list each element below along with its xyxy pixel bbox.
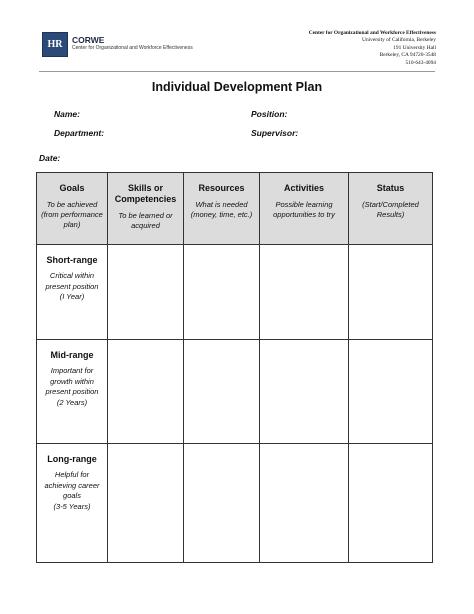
column-subtitle: What is needed (money, time, etc.) [190, 200, 253, 219]
address-block [309, 30, 436, 67]
skills-cell[interactable] [108, 245, 184, 340]
row-header-short-range [37, 245, 108, 340]
status-cell[interactable] [349, 245, 433, 340]
resources-cell[interactable] [184, 444, 260, 563]
table-row-short-range [37, 245, 433, 340]
supervisor-field-label: Supervisor: [251, 128, 299, 138]
column-header-resources [184, 173, 260, 245]
address-city: Berkeley, CA 94720-3548 [379, 52, 436, 59]
row-period: (3-5 Years) [53, 501, 91, 511]
row-description: Critical within present position [45, 271, 99, 291]
activities-cell[interactable] [260, 444, 349, 563]
row-description: Important for growth within present position [45, 366, 99, 396]
date-field-label: Date: [39, 153, 61, 163]
status-cell[interactable] [349, 340, 433, 444]
row-period: (2 Years) [56, 397, 88, 407]
row-title: Long-range [47, 454, 97, 464]
table-row-long-range [37, 444, 433, 563]
row-period: (I Year) [59, 292, 85, 301]
column-title: Status [376, 183, 405, 193]
activities-cell[interactable] [260, 245, 349, 340]
position-field-label: Position: [251, 109, 288, 119]
table-row-mid-range [37, 340, 433, 444]
activities-cell[interactable] [260, 340, 349, 444]
column-title: Resources [198, 183, 245, 193]
column-subtitle: Possible learning opportunities to try [273, 200, 335, 219]
logo-name: CORWE [72, 35, 105, 45]
name-field-label: Name: [54, 109, 80, 119]
row-description: Helpful for achieving career goals [44, 470, 100, 500]
column-subtitle: To be learned or acquired [118, 211, 173, 230]
page-title: Individual Development Plan [151, 80, 323, 94]
skills-cell[interactable] [108, 444, 184, 563]
logo-subtitle: Center for Organizational and Workforce Effectiveness [72, 45, 193, 51]
hr-logo: HR [42, 32, 68, 57]
row-header-mid-range [37, 340, 108, 444]
table-header-row [37, 173, 433, 245]
resources-cell[interactable] [184, 245, 260, 340]
column-title: Activities [283, 183, 325, 193]
column-header-goals [37, 173, 108, 245]
header-divider [39, 71, 435, 72]
address-building: 191 University Hall [393, 44, 436, 51]
resources-cell[interactable] [184, 340, 260, 444]
address-phone: 510-643-4094 [405, 59, 436, 66]
development-plan-table [36, 172, 433, 563]
column-title: Skills or Competencies [114, 183, 177, 204]
row-title: Short-range [46, 255, 98, 265]
skills-cell[interactable] [108, 340, 184, 444]
column-subtitle: (Start/Completed Results) [362, 200, 419, 219]
column-subtitle: To be achieved (from performance plan) [41, 200, 103, 229]
column-header-status [349, 173, 433, 245]
address-university: University of California, Berkeley [362, 37, 436, 44]
column-header-activities [260, 173, 349, 245]
department-field-label: Department: [54, 128, 105, 138]
address-org: Center for Organizational and Workforce Effectiveness [308, 30, 436, 36]
row-title: Mid-range [50, 350, 94, 360]
column-header-skills [108, 173, 184, 245]
row-header-long-range [37, 444, 108, 563]
status-cell[interactable] [349, 444, 433, 563]
column-title: Goals [59, 183, 85, 193]
